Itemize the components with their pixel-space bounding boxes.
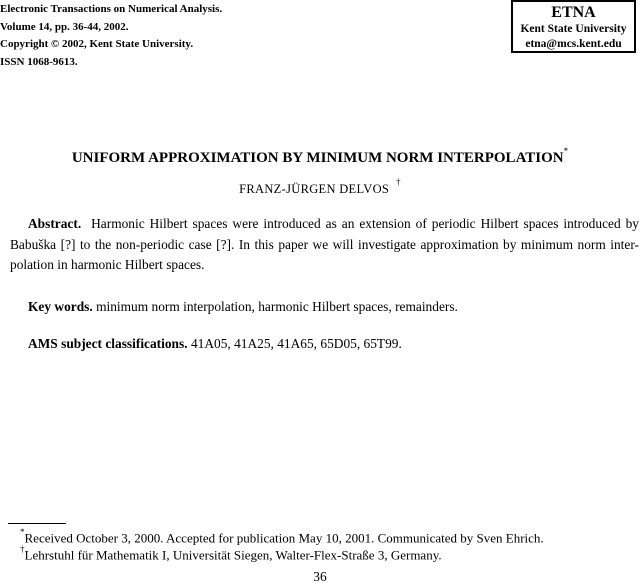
- footnote-affiliation: [20, 546, 442, 563]
- etna-email: etna@mcs.kent.edu: [525, 38, 622, 50]
- author-name: FRANZ-JÜRGEN DELVOS: [239, 182, 390, 197]
- paper-title-text: UNIFORM APPROXIMATION BY MINIMUM NORM INTERPOLATION: [71, 150, 564, 166]
- ams-label: AMS subject classifications.: [28, 336, 188, 351]
- page-number: 36: [313, 569, 327, 584]
- journal-header: [0, 1, 222, 71]
- abstract-line-3: polation in harmonic Hilbert spaces.: [10, 257, 205, 273]
- etna-university: Kent State University: [520, 23, 627, 35]
- keywords: [28, 299, 458, 315]
- ams-text: 41A05, 41A25, 41A65, 65D05, 65T99.: [190, 336, 402, 351]
- abstract-line-2: Babuška [?] to the non-periodic case [?]. In this paper we will investigate approximation by minimum norm inter-: [10, 236, 639, 252]
- footnote-text-1: Received October 3, 2000. Accepted for publication May 10, 2001. Communicated by Sven Ehrich.: [24, 530, 544, 546]
- footnote-rule: [8, 523, 66, 524]
- abstract-text-1: Harmonic Hilbert spaces were introduced as an extension of periodic Hilbert spaces introduced by: [91, 216, 640, 231]
- abstract-label: Abstract.: [28, 216, 82, 231]
- paper-author: [0, 177, 640, 197]
- author-footnote-mark: †: [396, 177, 401, 187]
- footnote-mark-1: *: [20, 527, 25, 537]
- abstract: [10, 214, 639, 276]
- etna-name: ETNA: [551, 4, 596, 21]
- footnote-text-2: Lehrstuhl für Mathematik I, Universität Siegen, Walter-Flex-Straße 3, Germany.: [24, 547, 442, 563]
- paper-title: [0, 148, 640, 167]
- abstract-line-1: [10, 214, 639, 235]
- title-footnote-mark: *: [563, 146, 569, 156]
- journal-name: Electronic Transactions on Numerical Analysis.: [0, 3, 223, 15]
- keywords-label: Key words.: [28, 299, 93, 314]
- journal-issn: ISSN 1068-9613.: [0, 55, 78, 68]
- footnote-mark-2: †: [20, 544, 25, 554]
- ams-classifications: [28, 336, 402, 352]
- footnote-received: [20, 529, 544, 546]
- etna-box: [511, 0, 636, 53]
- journal-copyright: Copyright © 2002, Kent State University.: [0, 38, 194, 50]
- keywords-text: minimum norm interpolation, harmonic Hilbert spaces, remainders.: [96, 299, 458, 314]
- journal-volume: Volume 14, pp. 36-44, 2002.: [0, 20, 129, 33]
